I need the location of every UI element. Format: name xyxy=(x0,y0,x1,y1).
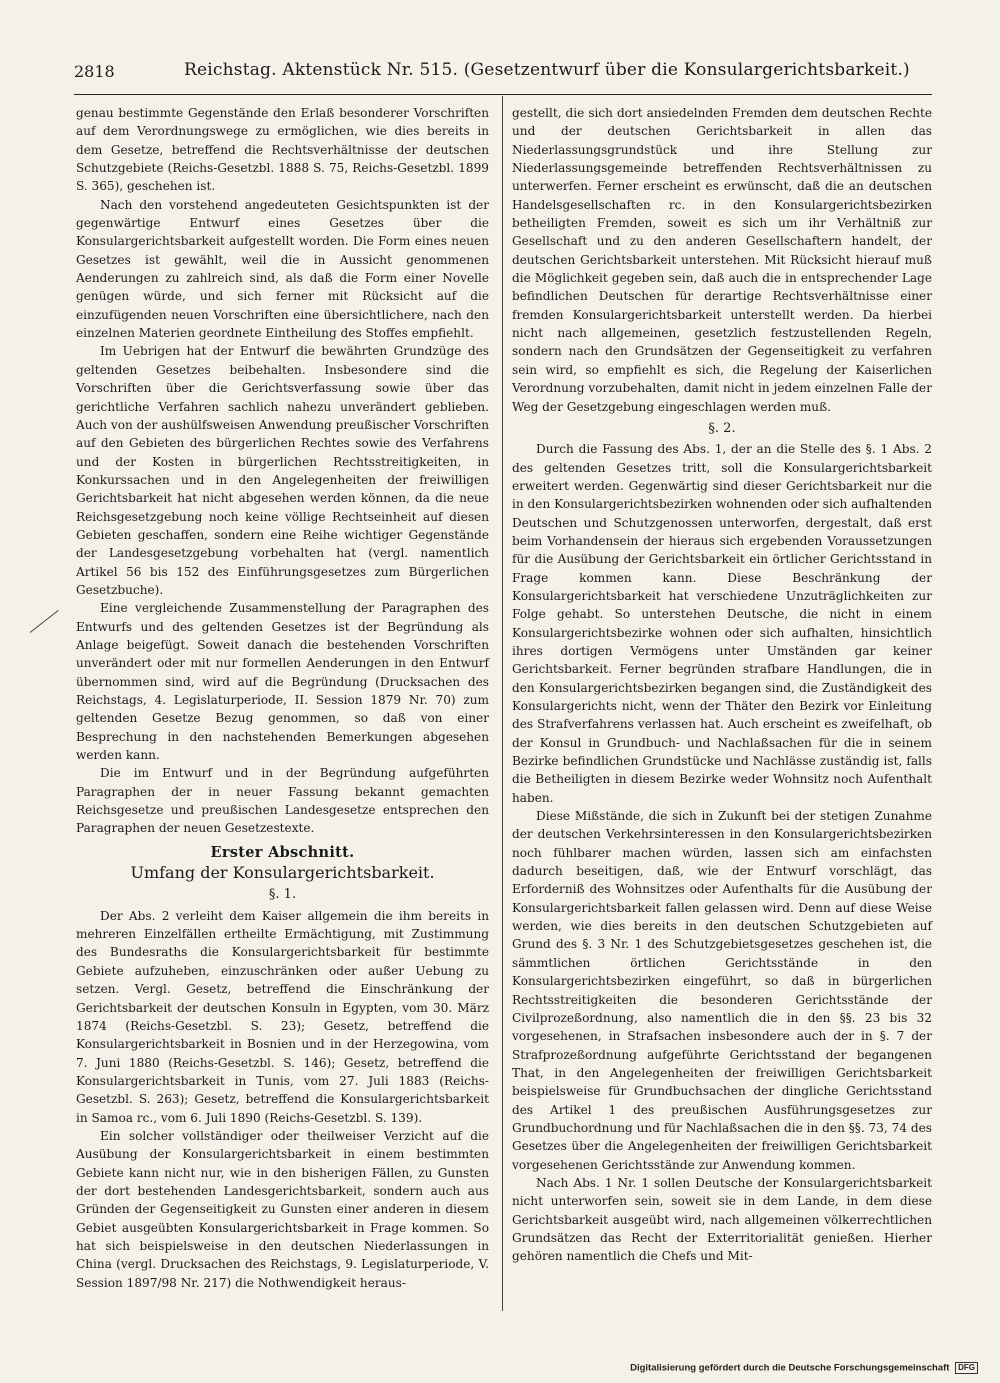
paragraph: genau bestimmte Gegenstände den Erlaß besonderer Vorschriften auf dem Verordnungswege zu ermöglichen, wie dies bereits in dem Gesetze, betreffend die Rechtsverhältnisse der deutschen Schutzgebiete (Reichs-Gesetzbl. 1888 S. 75, Reichs-Gesetzbl. 1899 S. 365), geschehen ist. xyxy=(76,106,489,194)
chapter-subtitle: Umfang der Konsulargerichtsbarkeit. xyxy=(130,863,435,883)
running-header xyxy=(74,58,932,86)
right-column xyxy=(512,104,932,1266)
footer-text: Digitalisierung gefördert durch die Deutsche Forschungsgemeinschaft xyxy=(630,1362,950,1374)
left-column xyxy=(76,104,489,1292)
page-number: 2818 xyxy=(74,62,115,81)
section-heading: §. 2. xyxy=(708,420,736,436)
digitization-footer xyxy=(630,1362,978,1374)
paragraph: Ein solcher vollständiger oder theilweiser Verzicht auf die Ausübung der Konsulargerichtsbarkeit in einem bestimmten Gebiete kann nicht nur, wie in den bisherigen Fällen, zu Gunsten der dort bestehenden Landesgerichtsbarkeit, sondern auch aus Gründen der Gegenseitigkeit zu Gunsten einer anderen in diesem Gebiet ausgeübten Konsulargerichtsbarkeit in Frage kommen. So hat sich beispielsweise in den deutschen Niederlassungen in China (vergl. Drucksachen des Reichstags, 9. Legislaturperiode, V. Session 1897/98 Nr. 217) die Nothwendigkeit heraus- xyxy=(76,1128,489,1290)
paragraph: Nach Abs. 1 Nr. 1 sollen Deutsche der Konsulargerichtsbarkeit nicht unterworfen sein, soweit sie in dem Lande, in dem diese Gerichtsbarkeit ausgeübt wird, nach allgemeinen völkerrechtlichen Grundsätzen das Recht der Exterritorialität genießen. Hierher gehören namentlich die Chefs und Mit- xyxy=(512,1175,932,1264)
dfg-logo-icon: DFG xyxy=(955,1362,978,1374)
header-title: Reichstag. Aktenstück Nr. 515. (Gesetzentwurf über die Konsulargerichtsbarkeit.) xyxy=(184,60,910,80)
column-divider xyxy=(502,96,503,1311)
paragraph: Nach den vorstehend angedeuteten Gesichtspunkten ist der gegenwärtige Entwurf eines Gesetzes über die Konsulargerichtsbarkeit aufgestellt worden. Die Form eines neuen Gesetzes ist gewählt, weil die in Aussicht genommenen Aenderungen zu zahlreich sind, als daß die Form einer Novelle genügen würde, und sich ferner mit Rücksicht auf die einzufügenden neuen Vorschriften eine übersichtlichere, nach den einzelnen Materien geordnete Eintheilung des Stoffes empfiehlt. xyxy=(76,197,489,341)
chapter-title: Erster Abschnitt. xyxy=(210,843,355,861)
section-heading: §. 1. xyxy=(268,887,297,903)
paragraph: Eine vergleichende Zusammenstellung der Paragraphen des Entwurfs und des geltenden Gesetzes ist der Begründung als Anlage beigefügt. Soweit danach die bestehenden Vorschriften unverändert oder mit nur formellen Aenderungen in den Entwurf übernommen sind, wird auf die Begründung (Drucksachen des Reichstags, 4. Legislaturperiode, II. Session 1879 Nr. 70) zum geltenden Gesetze Bezug genommen, so daß von einer Besprechung in den nachstehenden Bemerkungen abgesehen werden kann. xyxy=(76,601,489,763)
header-rule xyxy=(74,94,932,95)
paragraph: Diese Mißstände, die sich in Zukunft bei der stetigen Zunahme der deutschen Verkehrsinteressen in den Konsulargerichtsbezirken noch fühlbarer machen würden, lassen sich am einfachsten dadurch beseitigen, daß, wie der Entwurf vorschlägt, das Erforderniß des Wohnsitzes oder Aufenthalts für die Ausübung der Konsulargerichtsbarkeit fallen gelassen wird. Denn auf diese Weise werden, wie dies bereits in den deutschen Schutzgebieten auf Grund des §. 3 Nr. 1 des Schutzgebietsgesetzes geschehen ist, die sämmtlichen örtlichen Gerichtsstände in den Konsulargerichtsbezirken eingeführt, so daß in bürgerlichen Rechtsstreitigkeiten die besonderen Gerichtsstände der Civilprozeßordnung, also namentlich die in den §§. 23 bis 32 vorgesehenen, in Strafsachen insbesondere auch der in §. 7 der Strafprozeßordnung aufgeführte Gerichtsstand der begangenen That, in den Angelegenheiten der freiwilligen Gerichtsbarkeit beispielsweise für Grundbuchsachen der dingliche Gerichtsstand des Artikel 1 des preußischen Ausführungsgesetzes zur Grundbuchordnung und für Nachlaßsachen die in den §§. 73, 74 des Gesetzes über die Angelegenheiten der freiwilligen Gerichtsbarkeit vorgesehenen Gerichtsstände zur Anwendung kommen. xyxy=(512,809,932,1172)
margin-pencil-mark xyxy=(30,610,59,633)
paragraph: Im Uebrigen hat der Entwurf die bewährten Grundzüge des geltenden Gesetzes beibehalten. Insbesondere sind die Vorschriften über die Gerichtsverfassung sowie über das gerichtliche Verfahren sachlich nahezu unverändert geblieben. Auch von der aushülfsweisen Anwendung preußischer Vorschriften auf den Gebieten des bürgerlichen Rechtes sowie des Verfahrens und der Kosten in bürgerlichen Rechtsstreitigkeiten, in Konkurssachen und in den Angelegenheiten der freiwilligen Gerichtsbarkeit hat nicht abgesehen werden können, da die neue Reichsgesetzgebung noch keine völlige Rechtseinheit auf diesen Gebieten geschaffen, sondern eine Reihe wichtiger Gegenstände der Landesgesetzgebung vorbehalten hat (vergl. namentlich Artikel 56 bis 152 des Einführungsgesetzes zum Bürgerlichen Gesetzbuche). xyxy=(76,344,489,597)
paragraph: gestellt, die sich dort ansiedelnden Fremden dem deutschen Rechte und der deutschen Gerichtsbarkeit in allen das Niederlassungsgrundstück und ihre Stellung zur Niederlassungsgemeinde betreffenden Rechtsverhältnissen zu unterwerfen. Ferner erscheint es erwünscht, daß die an deutschen Handelsgesellschaften rc. in den Konsulargerichtsbezirken betheiligten Fremden, soweit es sich um ihr Verhältniß zur Gesellschaft und zu den anderen Gesellschaftern handelt, der deutschen Gerichtsbarkeit unterstehen. Mit Rücksicht hierauf muß die Möglichkeit gegeben sein, daß auch die in entsprechender Lage befindlichen Deutschen für derartige Rechtsverhältnisse einer fremden Konsulargerichtsbarkeit unterstellt werden. Da hierbei nicht nach allgemeinen, gesetzlich festzustellenden Regeln, sondern nach den Grundsätzen der Gegenseitigkeit zu verfahren sein wird, so empfiehlt es sich, die Regelung der Kaiserlichen Verordnung vorzubehalten, damit nicht in jedem einzelnen Falle der Weg der Gesetzgebung eingeschlagen werden muß. xyxy=(512,106,932,414)
paragraph: Die im Entwurf und in der Begründung aufgeführten Paragraphen der in neuer Fassung bekannt gemachten Reichsgesetze und preußischen Landesgesetze entsprechen den Paragraphen der neuen Gesetzestexte. xyxy=(76,766,489,836)
paragraph: Der Abs. 2 verleiht dem Kaiser allgemein die ihm bereits in mehreren Einzelfällen ertheilte Ermächtigung, mit Zustimmung des Bundesraths die Konsulargerichtsbarkeit für bestimmte Gebiete aufzuheben, einzuschränken oder außer Uebung zu setzen. Vergl. Gesetz, betreffend die Einschränkung der Gerichtsbarkeit der deutschen Konsuln in Egypten, vom 30. März 1874 (Reichs-Gesetzbl. S. 23); Gesetz, betreffend die Konsulargerichtsbarkeit in Bosnien und in der Herzegowina, vom 7. Juni 1880 (Reichs-Gesetzbl. S. 146); Gesetz, betreffend die Konsulargerichtsbarkeit in Tunis, vom 27. Juli 1883 (Reichs-Gesetzbl. S. 263); Gesetz, betreffend die Konsulargerichtsbarkeit in Samoa rc., vom 6. Juli 1890 (Reichs-Gesetzbl. S. 139). xyxy=(76,908,489,1125)
paragraph: Durch die Fassung des Abs. 1, der an die Stelle des §. 1 Abs. 2 des geltenden Gesetzes tritt, soll die Konsulargerichtsbarkeit erweitert werden. Gegenwärtig sind dieser Gerichtsbarkeit nur die in den Konsulargerichtsbezirken wohnenden oder sich aufhaltenden Deutschen und Schutzgenossen unterworfen, dergestalt, daß erst beim Vorhandensein der hieraus sich ergebenden Voraussetzungen für die Ausübung der Gerichtsbarkeit ein örtlicher Gerichtsstand in Frage kommen kann. Diese Beschränkung der Konsulargerichtsbarkeit hat verschiedene Unzuträglichkeiten zur Folge gehabt. So unterstehen Deutsche, die nicht in einem Konsulargerichtsbezirke wohnen oder sich aufhalten, hinsichtlich ihres dortigen Vermögens unter Umständen gar keiner Gerichtsbarkeit. Ferner begründen strafbare Handlungen, die in den Konsulargerichtsbezirken begangen sind, die Zuständigkeit des Konsulargerichts nicht, wenn der Thäter den Bezirk vor Einleitung des Strafverfahrens verlassen hat. Auch erscheint es zweifelhaft, ob der Konsul in Grundbuch- und Nachlaßsachen für die in seinem Bezirke befindlichen Grundstücke und Nachlässe zuständig ist, falls die Betheiligten in diesem Bezirke weder Wohnsitz noch Aufenthalt haben. xyxy=(512,442,932,805)
